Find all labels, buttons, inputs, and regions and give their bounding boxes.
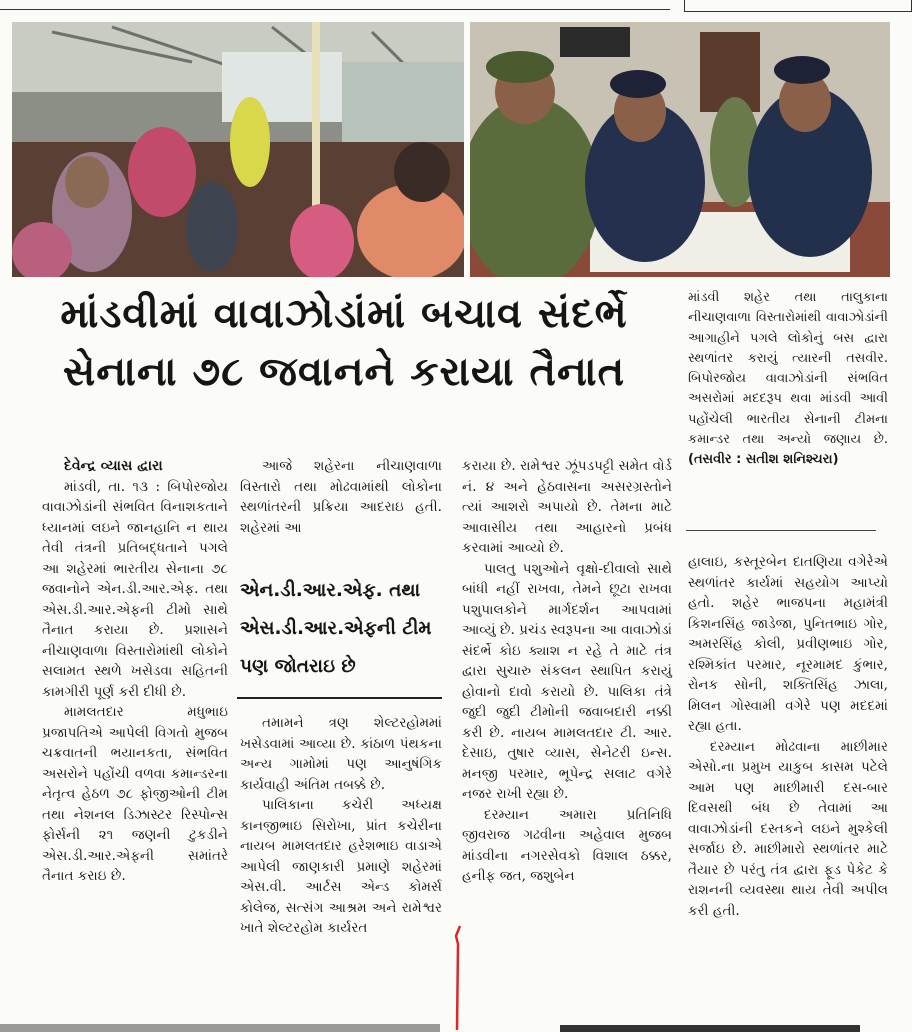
paragraph: આજે શહેરના નીચાણવાળા વિસ્તારો તથા મોઢવામાંથી લોકોના સ્થળાંતરની પ્રક્રિયા આદરાઇ હતી. શહેરમાં આ [240,458,442,536]
subheadline-divider [237,697,442,699]
caption-divider [686,530,876,531]
red-margin-mark [452,924,462,1032]
photo-caption [688,288,888,471]
headline [14,285,674,401]
article-column-1 [42,456,228,887]
top-rule [0,9,670,10]
bus-photo-illustration [12,22,464,277]
headline-line-1: માંડવીમાં વાવાઝોડાંમાં બચાવ સંદર્ભે [60,291,628,337]
photo-bus-evacuation [12,22,464,277]
paragraph: દરમ્યાન મોઢવાના માછીમાર એસો.ના પ્રમુખ યાકુબ કાસમ પટેલે આમ પણ માછીમારી દસ-બાર દિવસથી બંધ છે તેવામાં આ વાવાઝોડાંની દસ્તકને લઇને મુશ્કેલી સર્જાઇ છે. માછીમારો સ્થળાંતર માટે તૈયાર છે પરંતુ તંત્ર દ્વારા ફૂડ પેકેટ કે રાશનની વ્યવસ્થા થાય તેવી અપીલ કરી હતી. [688,738,888,919]
paragraph: મામલતદાર મધુભાઇ પ્રજાપતિએ આપેલી વિગતો મુજબ ચક્રવાતની ભયાનકતા, સંભવિત અસરોને પહોંચી વળવા કમાન્ડરના નેતૃત્વ હેઠળ ૭૮ ફોજીઓની ટીમ તથા નેશનલ ડિઝાસ્ટર રિસ્પોન્સ ફોર્સની ૨૧ જણની ટુકડીને એસ.ડી.આર.એફની સમાંતરે તૈનાત કરાઇ છે. [42,704,228,884]
top-strip [0,0,912,14]
paragraph: હાલાઇ, કસ્તૂરબેન દાતણિયા વગેરેએ સ્થળાંતર કાર્યમાં સહયોગ આપ્યો હતો. શહેર ભાજપના મહામંત્રી કિશનસિંહ જાડેજા, પુનિતભાઇ ગોર, અમરસિંહ કોલી, પ્રવીણભાઇ ગોર, રશ્મિકાંત પરમાર, નૂરમામદ કુંભાર, રોનક સોની, શક્તિસિંહ ઝાલા, મિલન ગોસ્વામી વગેરે પણ મદદમાં રહ્યા હતા. [688,554,888,734]
paragraph: પાલિકાના કચેરી અધ્યક્ષ કાનજીભાઇ સિરોખા, પ્રાંત કચેરીના નાયબ મામલતદાર હરેશભાઇ વાડાએ આપેલી જાણકારી પ્રમાણે શહેરમાં એસ.વી. આર્ટસ એન્ડ કોમર્સ કોલેજ, સત્સંગ આશ્રમ અને રામેશ્વર ખાતે શેલ્ટરહોમ કાર્યરત [240,797,442,936]
paragraph: તમામને ત્રણ શેલ્ટરહોમમાં ખસેડવામાં આવ્યા છે. કાંઠાળ પંથકના અન્ય ગામોમાં પણ આનુષંગિક કાર્યવાહી અંતિમ તબક્કે છે. [240,715,442,793]
photo-army-commanders [470,22,890,277]
article-column-2 [240,456,442,538]
headline-line-2: સેનાના ૭૮ જવાનને કરાયા તૈનાત [62,349,626,395]
article-column-4 [688,552,888,921]
paragraph: માંડવી, તા. ૧૩ : બિપોરજોય વાવાઝોડાંની સંભવિત વિનાશકતાને ધ્યાનમાં લઇને જાનહાનિ ન થાય તેવી તંત્રની પ્રતિબદ્ધતાને પગલે આ શહેરમાં ભારતીય સેનાના ૭૮ જવાનોને એન.ડી.આર.એફ. તથા એસ.ડી.આર.એફની ટીમો સાથે તૈનાત કરાયા છે. પ્રશાસને નીચાણવાળા વિસ્તારોમાંથી લોકોને સલામત સ્થળે ખસેડવા સહિતની કામગીરી પૂર્ણ કરી દીધી છે. [42,478,228,700]
photo-credit: (તસવીર : સતીશ શનિશ્ચરા) [688,452,839,468]
paragraph: દરમ્યાન અમારા પ્રતિનિધિ જીવરાજ ગઢવીના અહેવાલ મુજબ માંડવીના નગરસેવકો વિશાલ ઠક્કર, હનીફ જત, જશુબેન [462,806,672,884]
paragraph: પાલતુ પશુઓને વૃક્ષો-દીવાલો સાથે બાંધી નહીં રાખવા, તેમને છૂટા રાખવા પશુપાલકોને માર્ગદર્શન આપવામાં આવ્યું છે. પ્રચંડ સ્વરૂપના આ વાવાઝોડાં સંદર્ભે કોઇ ક્યાશ ન રહે તે માટે તંત્ર દ્વારા સુચારુ સંકલન સ્થાપિત કરાયું હોવાનો દાવો કરાયો છે. પાલિકા તંત્રે જુદી જુદી ટીમોની જવાબદારી નક્કી કરી છે. નાયબ મામલતદાર ટી. આર. દેસાઇ, તુષાર વ્યાસ, સેનેટરી ઇન્સ. મનજી પરમાર, ભૂપેન્દ્ર સલાટ વગેરે નજર રાખી રહ્યા છે. [462,560,672,802]
bottom-edge-strip [0,1022,912,1032]
army-photo-illustration [470,22,890,277]
byline: દેવેન્દ્ર વ્યાસ દ્વારા [64,458,163,474]
article-column-3 [462,456,672,887]
article-column-2-continued [240,713,442,939]
adjacent-story-box [684,0,912,12]
subheadline: એન.ડી.આર.એફ. તથા એસ.ડી.આર.એફની ટીમ પણ જોતરાઇ છે [240,580,432,677]
caption-text: માંડવી શહેર તથા તાલુકાના નીચાણવાળા વિસ્તારોમાંથી વાવાઝોડાંની આગાહીને પગલે લોકોનું બસ દ્વારા સ્થળાંતર કરાયું ત્યારની તસવીર. બિપોરજોય વાવાઝોડાંની સંભવિત અસરોમાં મદદરૂપ થવા માંડવી આવી પહોંચેલી ભારતીય સેનાની ટીમના કમાન્ડર તથા અન્યો જણાય છે. [688,290,888,448]
paragraph: કરાયા છે. રામેશ્વર ઝૂંપડપટ્ટી સમેત વોર્ડ નં. ૪ અને હેઠવાસના અસરગ્રસ્તોને ત્યાં આશરો અપાયો છે. તેમના માટે આવાસીય તથા આહારનો પ્રબંધ કરવામાં આવ્યો છે. [462,458,672,556]
